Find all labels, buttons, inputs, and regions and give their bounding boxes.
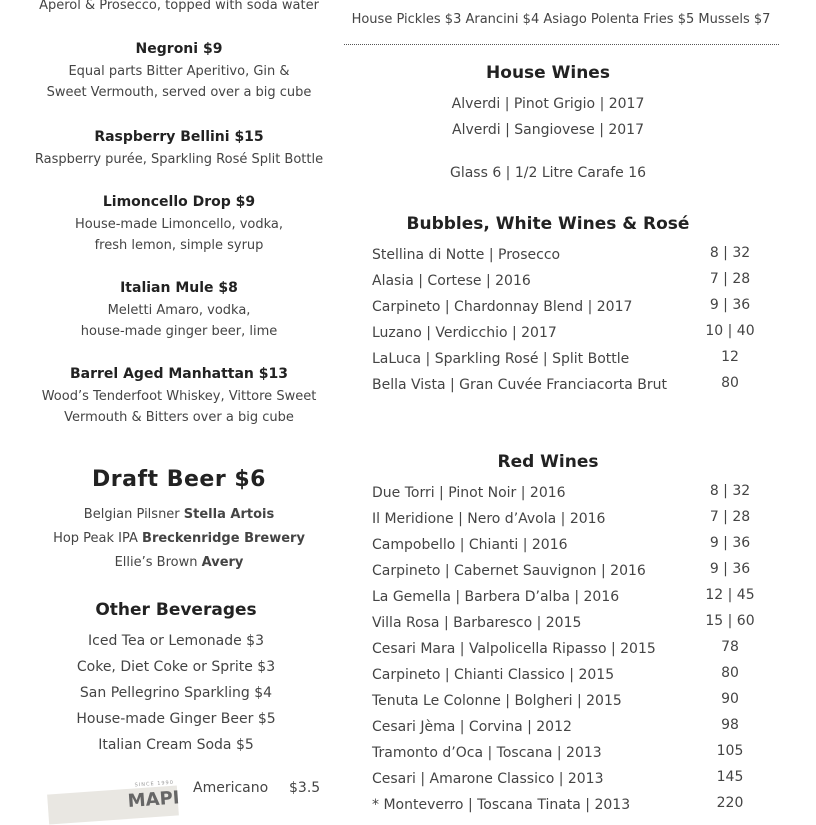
wine-price: 7 | 28 [709, 509, 751, 525]
wine-name: Carpineto | Cabernet Sauvignon | 2016 [372, 563, 646, 579]
wine-price: 12 [721, 349, 739, 365]
cocktail-desc: Sweet Vermouth, served over a big cube [46, 85, 312, 100]
wine-price: 220 [716, 795, 744, 811]
wine-price: 80 [721, 665, 739, 681]
house-wine-pricing: Glass 6 | 1/2 Litre Carafe 16 [449, 165, 647, 181]
cocktail-desc: Meletti Amaro, vodka, [107, 303, 251, 318]
cocktail-name: Raspberry Bellini $15 [94, 129, 264, 145]
beer-brand: Breckenridge Brewery [142, 531, 305, 546]
other-beverages-title: Other Beverages [95, 600, 257, 620]
wine-name: Bella Vista | Gran Cuvée Franciacorta Brut [372, 377, 667, 393]
coffee-logo-image [47, 779, 181, 825]
beverage-item: Coke, Diet Coke or Sprite $3 [76, 659, 276, 675]
wine-name: * Monteverro | Toscana Tinata | 2013 [372, 797, 631, 813]
house-wines-title: House Wines [486, 63, 610, 83]
wine-price: 105 [716, 743, 744, 759]
wine-name: Cesari | Amarone Classico | 2013 [372, 771, 604, 787]
draft-beer-item [115, 555, 244, 570]
wine-name: Tenuta Le Colonne | Bolgheri | 2015 [372, 693, 622, 709]
cocktail-desc: Equal parts Bitter Aperitivo, Gin & [68, 64, 290, 79]
coffee-item-name: Americano [193, 780, 269, 796]
wine-price: 98 [721, 717, 739, 733]
cocktail-desc: house-made ginger beer, lime [80, 324, 278, 339]
cocktail-desc: House-made Limoncello, vodka, [74, 217, 284, 232]
wine-name: Il Meridione | Nero d’Avola | 2016 [372, 511, 606, 527]
wine-price: 15 | 60 [705, 613, 755, 629]
cocktail-name: Limoncello Drop $9 [102, 194, 256, 210]
section-divider [344, 44, 779, 45]
wine-name: La Gemella | Barbera D’alba | 2016 [372, 589, 620, 605]
beer-style: Belgian Pilsner [83, 507, 184, 522]
wine-name: Carpineto | Chianti Classico | 2015 [372, 667, 615, 683]
wine-price: 10 | 40 [705, 323, 755, 339]
wine-name: Carpineto | Chardonnay Blend | 2017 [372, 299, 633, 315]
wine-price: 8 | 32 [709, 483, 751, 499]
logo-text: MAPI [127, 787, 181, 812]
small-plates-line: House Pickles $3 Arancini $4 Asiago Polenta Fries $5 Mussels $7 [351, 12, 771, 27]
cocktail-name: Italian Mule $8 [120, 280, 238, 296]
house-wine-item: Alverdi | Sangiovese | 2017 [451, 122, 645, 138]
wine-price: 80 [721, 375, 739, 391]
house-wine-item: Alverdi | Pinot Grigio | 2017 [451, 96, 645, 112]
beer-style: Ellie’s Brown [114, 555, 202, 570]
beer-style: Hop Peak IPA [53, 531, 143, 546]
wine-name: Villa Rosa | Barbaresco | 2015 [372, 615, 582, 631]
wine-name: Luzano | Verdicchio | 2017 [372, 325, 557, 341]
wine-price: 145 [716, 769, 744, 785]
white-wines-title: Bubbles, White Wines & Rosé [406, 214, 690, 234]
wine-price: 78 [721, 639, 739, 655]
wine-price: 9 | 36 [709, 561, 751, 577]
coffee-item-price: $3.5 [289, 780, 321, 796]
draft-beer-title: Draft Beer $6 [92, 467, 266, 492]
wine-name: Campobello | Chianti | 2016 [372, 537, 568, 553]
logo-tagline: SINCE 1990 [134, 779, 175, 789]
wine-price: 7 | 28 [709, 271, 751, 287]
cocktail-desc: Vermouth & Bitters over a big cube [64, 410, 294, 425]
wine-price: 12 | 45 [705, 587, 755, 603]
cocktail-name: Barrel Aged Manhattan $13 [70, 366, 288, 382]
wine-name: Tramonto d’Oca | Toscana | 2013 [372, 745, 602, 761]
wine-name: Due Torri | Pinot Noir | 2016 [372, 485, 566, 501]
wine-name: Stellina di Notte | Prosecco [372, 247, 561, 263]
cocktail-desc: fresh lemon, simple syrup [94, 238, 264, 253]
wine-price: 9 | 36 [709, 535, 751, 551]
beverage-item: San Pellegrino Sparkling $4 [79, 685, 273, 701]
wine-price: 9 | 36 [709, 297, 751, 313]
beer-brand: Avery [201, 555, 244, 570]
wine-name: Cesari Jèma | Corvina | 2012 [372, 719, 572, 735]
beverage-item: Italian Cream Soda $5 [98, 737, 254, 753]
cocktail-desc-top: Aperol & Prosecco, topped with soda water [39, 0, 319, 13]
cocktail-name: Negroni $9 [135, 41, 223, 57]
beverage-item: Iced Tea or Lemonade $3 [88, 633, 264, 649]
wine-price: 90 [721, 691, 739, 707]
draft-beer-item [53, 531, 305, 546]
beverage-item: House-made Ginger Beer $5 [76, 711, 276, 727]
wine-price: 8 | 32 [709, 245, 751, 261]
wine-name: Alasia | Cortese | 2016 [372, 273, 531, 289]
red-wines-title: Red Wines [497, 452, 599, 472]
cocktail-desc: Raspberry purée, Sparkling Rosé Split Bottle [34, 152, 324, 167]
cocktail-desc: Wood’s Tenderfoot Whiskey, Vittore Sweet [41, 389, 317, 404]
beer-brand: Stella Artois [183, 507, 275, 522]
wine-name: LaLuca | Sparkling Rosé | Split Bottle [372, 351, 630, 367]
draft-beer-item [84, 507, 274, 522]
wine-name: Cesari Mara | Valpolicella Ripasso | 2015 [372, 641, 656, 657]
